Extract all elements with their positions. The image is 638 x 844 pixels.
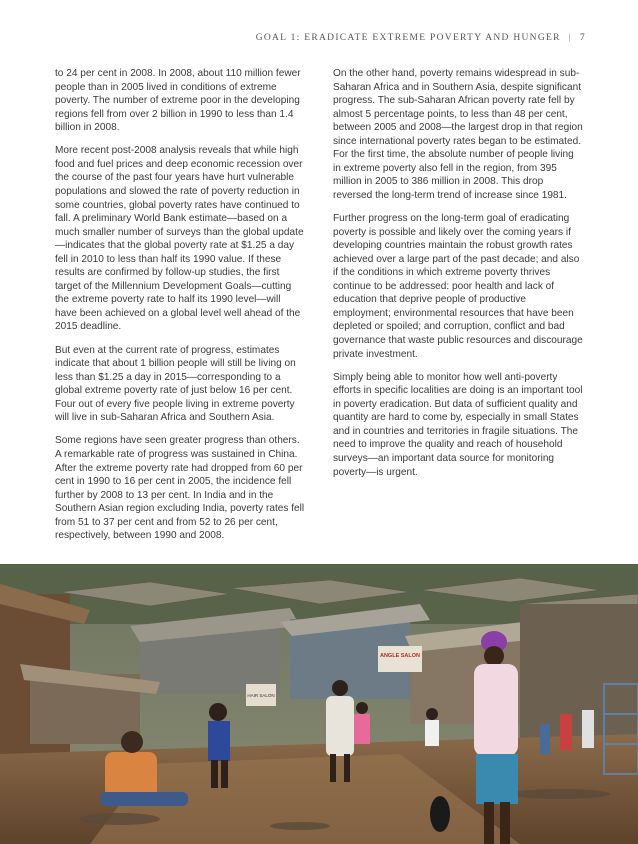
paragraph: Some regions have seen greater progress than others. A remarkable rate of progress was sustained in China. After the extreme poverty rate had dropped from 60 per cent in 1990 to 16 per cent in 2005, the incidence fell further by 2008 to 13 per cent. In India and in the Southern Asian region excluding India, poverty rates fell from 51 to 37 per cent and from 52 to 26 per cent, respectively, between 1990 and 2008.	[55, 435, 305, 542]
right-column	[333, 67, 583, 489]
left-column	[55, 67, 305, 552]
paragraph: More recent post-2008 analysis reveals that while high food and fuel prices and deep economic recession over the course of the past four years have hurt vulnerable populations and slowed the rate of poverty reduction in some countries, global poverty rates have continued to fall. A preliminary World Bank estimate—based on a much smaller number of surveys than the global update—indicates that the global poverty rate at $1.25 a day fell in 2010 to less than half its 1990 value. If these results are confirmed by follow-up studies, the first target of the Millennium Development Goals—cutting the extreme poverty rate to half its 1990 level—will have been achieved on a global level well ahead of the 2015 deadline.	[55, 145, 304, 333]
paragraph: Simply being able to monitor how well anti-poverty efforts in specific localities are doing is an important tool in poverty eradication. But data of sufficient quality and quantity are hard to come by, especially in small States and in countries and territories in fragile situations. The need to improve the quality and reach of household surveys—an important data source for monitoring poverty—is urgent.	[333, 371, 583, 478]
running-head-separator: |	[568, 33, 572, 43]
person-girl	[354, 702, 370, 744]
page-number: 7	[579, 33, 586, 43]
sign-hair-salon: HAIR SALON	[247, 693, 275, 698]
paragraph: On the other hand, poverty remains widespread in sub-Saharan Africa and in Southern Asia, despite significant progress. The sub-Saharan African poverty rate fell by almost 5 percentage points, to less than 48 per cent, between 2005 and 2008—the largest drop in that region since international poverty rates began to be estimated. For the first time, the absolute number of people living in extreme poverty also fell in the region, from 395 million in 2005 to 386 million in 2008. This drop reversed the long-term trend of increase since 1981.	[333, 68, 583, 201]
photo-illustration	[0, 564, 638, 844]
slum-street-photo	[0, 564, 638, 844]
paragraph: But even at the current rate of progress, estimates indicate that about 1 billion people will still be living on less than $1.25 a day in 2015—corresponding to a global extreme poverty rate of just below 16 per cent. Four out of every five people living in extreme poverty will live in sub-Saharan Africa and Southern Asia.	[55, 344, 296, 424]
paragraph: to 24 per cent in 2008. In 2008, about 110 million fewer people than in 2005 lived in conditions of extreme poverty. The number of extreme poor in the developing regions fell from over 2 billion in 1990 to less than 1.4 billion in 2008.	[55, 68, 301, 134]
sign-angle-salon: ANGLE SALON	[379, 653, 421, 659]
running-head	[256, 33, 586, 43]
person-small-child	[425, 708, 439, 746]
running-head-title: GOAL 1: ERADICATE EXTREME POVERTY AND HUNGER	[255, 33, 561, 43]
paragraph: Further progress on the long-term goal of eradicating poverty is possible and likely over the coming years if developing countries maintain the robust growth rates achieved over a large part of the past decade; and also if the conditions in which extreme poverty thrives continue to be addressed: poor health and lack of education that deprive people of productive employment; environmental resources that have been depleted or spoiled; and corruption, conflict and bad governance that waste public resources and discourage private investment.	[333, 213, 583, 360]
